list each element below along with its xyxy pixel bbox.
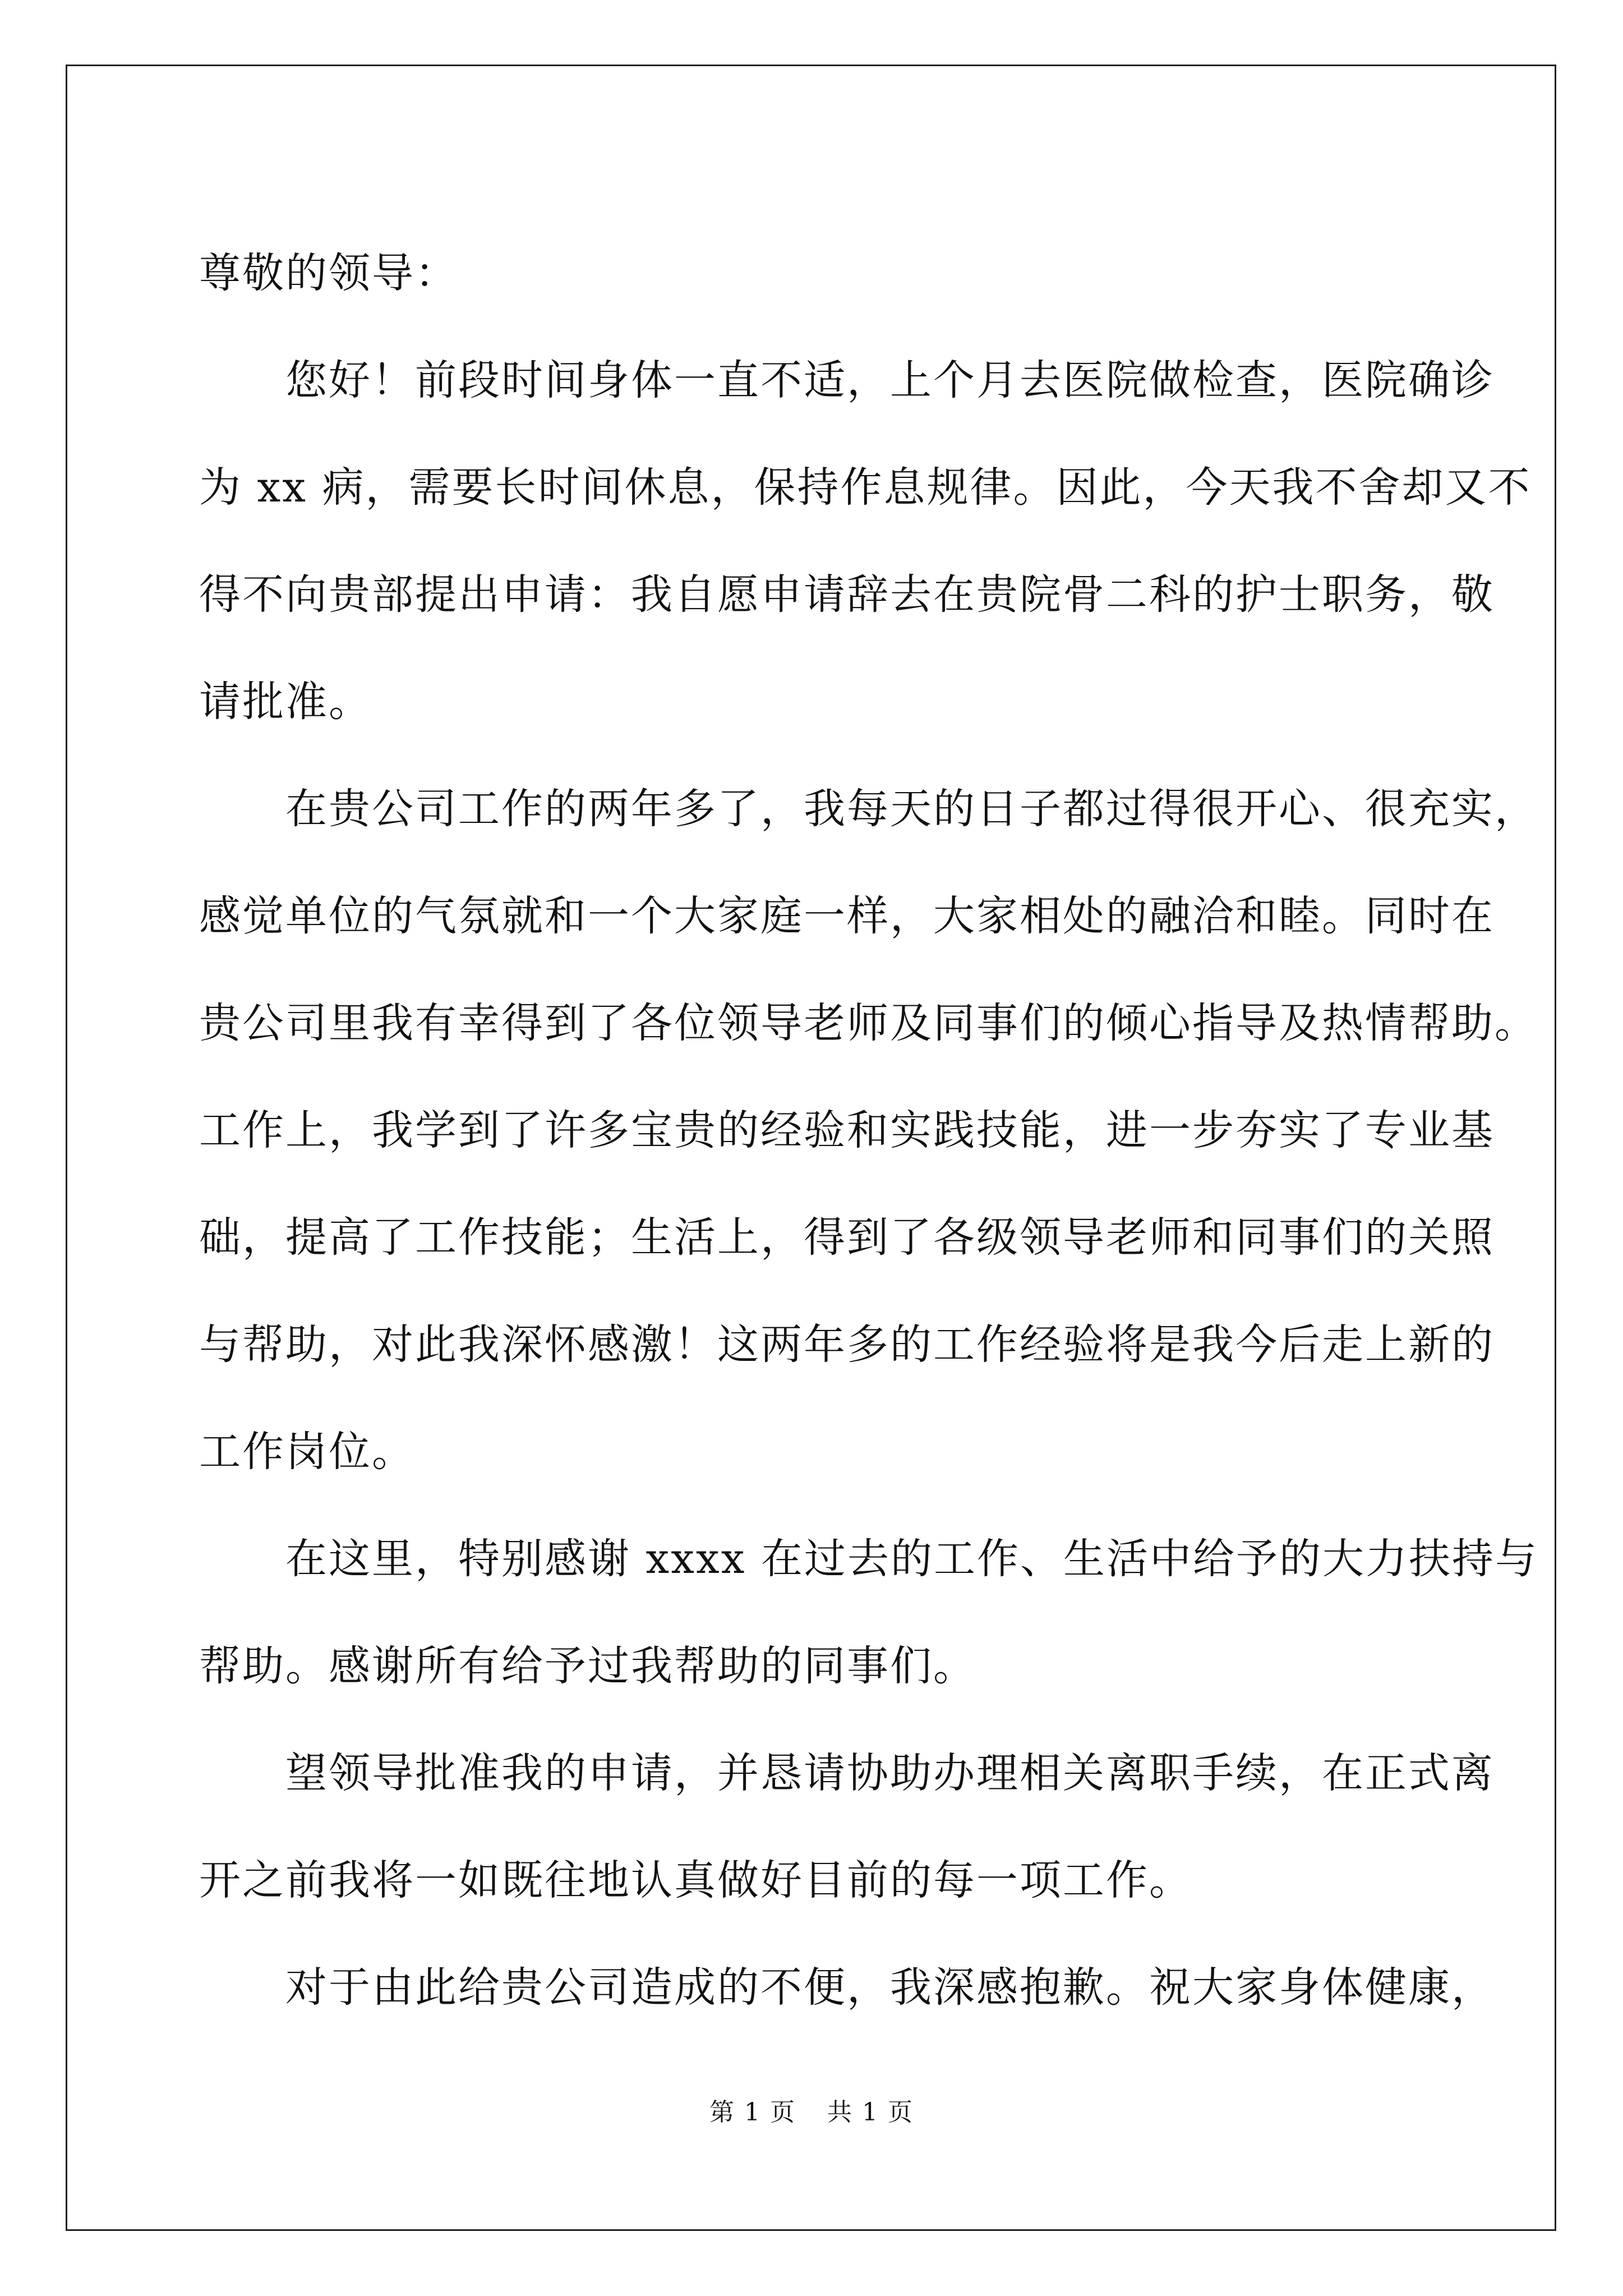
text-line: 为 xx 病，需要长时间休息，保持作息规律。因此，今天我不舍却又不 [199,463,1532,512]
page-footer [0,2096,1623,2129]
letter-body [199,220,1538,2041]
text-line: 得不向贵部提出申请：我自愿申请辞去在贵院骨二科的护士职务，敬 [199,570,1495,619]
text-line: 开之前我将一如既往地认真做好目前的每一项工作。 [199,1856,1192,1904]
text-line: 在贵公司工作的两年多了，我每天的日子都过得很开心、很充实， [199,785,1538,833]
text-line: 工作上，我学到了许多宝贵的经验和实践技能，进一步夯实了专业基 [199,1106,1495,1154]
text-line: 您好！前段时间身体一直不适，上个月去医院做检查，医院确诊 [199,356,1495,404]
text-line: 与帮助，对此我深怀感激！这两年多的工作经验将是我今后走上新的 [199,1320,1495,1369]
text-line: 帮助。感谢所有给予过我帮助的同事们。 [199,1642,976,1690]
text-line: 工作岗位。 [199,1428,415,1476]
page-total: 共 1 页 [827,2098,914,2127]
text-line: 在这里，特别感谢 xxxx 在过去的工作、生活中给予的大力扶持与 [199,1535,1538,1583]
page-number: 第 1 页 [709,2098,796,2127]
text-line: 础，提高了工作技能；生活上，得到了各级领导老师和同事们的关照 [199,1213,1495,1262]
salutation: 尊敬的领导： [199,249,458,297]
text-line: 贵公司里我有幸得到了各位领导老师及同事们的倾心指导及热情帮助。 [199,999,1538,1047]
text-line: 望领导批准我的申请，并恳请协助办理相关离职手续，在正式离 [199,1749,1495,1797]
text-line: 感觉单位的气氛就和一个大家庭一样，大家相处的融洽和睦。同时在 [199,892,1495,940]
text-line: 请批准。 [199,678,372,726]
text-line: 对于由此给贵公司造成的不便，我深感抱歉。祝大家身体健康， [199,1963,1495,2012]
